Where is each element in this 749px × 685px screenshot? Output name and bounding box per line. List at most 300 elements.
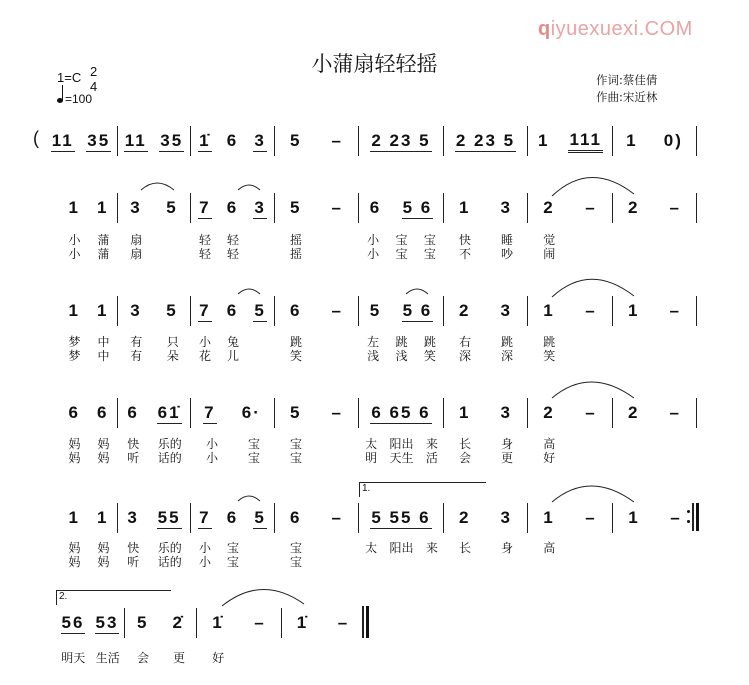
lyric-syllable: 高 <box>543 541 556 555</box>
lyric-syllable: 妈 <box>68 541 81 555</box>
note-group: 1 <box>68 301 80 320</box>
note-group: 0) <box>663 131 683 150</box>
repeat-dot <box>687 510 690 513</box>
lyric-syllable: 不 <box>458 247 471 261</box>
note-group: 1 <box>97 198 109 217</box>
measure <box>60 193 118 223</box>
lyric-syllable <box>332 437 344 451</box>
lyric-syllable: 宝 <box>289 451 302 465</box>
lyric-syllable: 笑 <box>423 349 436 363</box>
lyric-syllable <box>255 651 267 665</box>
lyric-cell <box>528 437 613 451</box>
lyric-line <box>0 349 749 363</box>
lyric-cell <box>118 247 191 261</box>
lyric-syllable <box>332 555 344 569</box>
lyric-cell <box>444 247 528 261</box>
lyric-cell <box>359 437 444 451</box>
note-group: 6 <box>226 131 239 150</box>
note-group: 1 <box>97 508 109 527</box>
measure <box>359 398 444 428</box>
note-group: 3 <box>130 198 142 217</box>
lyric-syllable: 长 <box>458 437 471 451</box>
lyric-syllable: 听 <box>127 555 140 569</box>
slur <box>222 589 304 606</box>
note-group: – <box>331 131 343 150</box>
lyric-syllable: 小 <box>198 541 211 555</box>
measure <box>118 296 191 326</box>
measure <box>118 126 191 156</box>
lyric-syllable: 轻 <box>198 247 211 261</box>
lyric-syllable: 妈 <box>97 555 110 569</box>
lyric-cell <box>528 335 613 349</box>
lyric-syllable: 快 <box>458 233 471 247</box>
lyric-syllable: 妈 <box>97 541 110 555</box>
lyric-syllable: 觉 <box>543 233 556 247</box>
measure <box>56 608 125 638</box>
measure <box>359 126 444 156</box>
quarter-note-icon <box>57 98 63 103</box>
note-group: 5 55 6 <box>371 507 431 527</box>
measure <box>275 503 359 533</box>
note-group: 56 <box>61 612 85 632</box>
note-group: 7 <box>199 300 211 320</box>
lyric-syllable: 吵 <box>500 247 513 261</box>
measure <box>275 193 359 223</box>
lyric-syllable: 更 <box>500 451 513 465</box>
measure <box>359 193 444 223</box>
note-group: 2 <box>628 198 640 217</box>
measure <box>60 398 118 428</box>
lyric-syllable: 阳出 <box>389 437 414 451</box>
lyric-syllable: 蒲 <box>97 247 110 261</box>
lyric-line <box>0 451 749 465</box>
lyric-syllable <box>255 335 267 349</box>
measure <box>125 608 197 638</box>
song-title: 小蒲扇轻轻摇 <box>311 52 438 76</box>
note-group: 35 <box>87 130 111 150</box>
final-barline <box>362 606 364 638</box>
measure <box>444 503 528 533</box>
lyric-syllable <box>167 247 179 261</box>
lyric-cell <box>444 349 528 363</box>
slur <box>552 486 634 502</box>
note-group: 11 <box>124 130 147 150</box>
note-group: – <box>669 403 681 422</box>
lyric-syllable: 太 <box>365 541 378 555</box>
lyric-syllable: 天生 <box>389 451 414 465</box>
note-group: 3 <box>500 198 512 217</box>
note-group: 3 <box>254 130 266 150</box>
lyric-syllable: 深 <box>458 349 471 363</box>
lyric-syllable <box>255 349 267 363</box>
lyric-syllable <box>586 349 598 363</box>
lyric-syllable: 小 <box>68 247 81 261</box>
note-group: 1̇ <box>296 613 309 632</box>
lyric-cell <box>191 555 275 569</box>
lyric-syllable: 摇 <box>289 233 302 247</box>
lyric-syllable: 蒲 <box>97 233 110 247</box>
measure <box>359 296 444 326</box>
slur <box>141 183 174 190</box>
staff-row <box>0 608 749 634</box>
measure <box>444 126 528 156</box>
lyric-cell <box>359 233 444 247</box>
composer-credit: 作曲:宋近林 <box>596 90 658 104</box>
repeat-dot <box>687 520 690 523</box>
lyric-syllable: 宝 <box>247 437 260 451</box>
lyric-syllable <box>586 437 598 451</box>
lyric-syllable: 睡 <box>500 233 513 247</box>
note-group: 3 <box>500 508 512 527</box>
lyric-syllable: 妈 <box>97 451 110 465</box>
final-barline <box>366 606 369 638</box>
note-group: 7 <box>199 507 211 527</box>
measure <box>118 398 191 428</box>
lyric-line <box>0 541 749 555</box>
note-group: 6 <box>226 301 239 320</box>
lyric-syllable: 轻 <box>198 233 211 247</box>
note-group: 3 <box>130 301 142 320</box>
lyric-syllable <box>332 349 344 363</box>
lyric-cell <box>60 541 118 555</box>
lyric-syllable <box>332 233 344 247</box>
lyric-cell <box>275 335 359 349</box>
note-group: 1 <box>626 131 638 150</box>
lyric-cell <box>275 555 359 569</box>
lyric-cell <box>275 349 359 363</box>
note-group: 5 <box>290 198 302 217</box>
lyric-syllable: 长 <box>458 541 471 555</box>
measure <box>45 126 118 156</box>
measure <box>444 398 528 428</box>
lyric-cell <box>191 541 275 555</box>
lyric-syllable: 身 <box>500 541 513 555</box>
staff-row <box>0 503 749 529</box>
lyric-syllable: 明天 <box>61 651 86 665</box>
note-group: 1 <box>538 131 550 150</box>
lyric-syllable: 朵 <box>166 349 179 363</box>
lyric-cell <box>359 541 444 555</box>
measure <box>60 503 118 533</box>
note-group: 1̇ <box>199 130 211 150</box>
lyric-syllable: 来 <box>425 437 438 451</box>
note-group: 5 <box>254 300 266 320</box>
lyric-syllable: 跳 <box>423 335 436 349</box>
lyric-cell <box>444 335 528 349</box>
measure <box>275 398 359 428</box>
watermark: qiyuexuexi.COM <box>538 18 693 40</box>
lyric-syllable: 妈 <box>97 437 110 451</box>
lyric-syllable: 乐的 <box>157 437 182 451</box>
lyric-syllable: 只 <box>166 335 179 349</box>
note-group: – <box>585 198 597 217</box>
lyric-syllable: 明 <box>365 451 378 465</box>
note-group: – <box>669 301 681 320</box>
lyric-cell <box>118 233 191 247</box>
lyric-syllable: 高 <box>543 437 556 451</box>
lyric-syllable: 来 <box>425 541 438 555</box>
tempo-marking: =100 <box>57 92 92 106</box>
lyric-line <box>0 233 749 247</box>
note-group: 6 <box>127 403 139 422</box>
note-group: 7 <box>204 402 216 422</box>
intro-paren: ( <box>33 128 39 148</box>
measure <box>444 193 528 223</box>
lyric-syllable: 浅 <box>367 349 380 363</box>
lyric-syllable <box>586 233 598 247</box>
note-group: 2 23 5 <box>371 130 431 150</box>
measure <box>528 503 613 533</box>
lyric-cell <box>56 651 125 665</box>
note-group: 35 <box>160 130 184 150</box>
lyric-cell <box>275 437 359 451</box>
lyric-cell <box>60 555 118 569</box>
lyric-syllable: 儿 <box>226 349 239 363</box>
slur <box>552 279 634 297</box>
measure <box>191 296 275 326</box>
lyric-cell <box>275 247 359 261</box>
lyric-cell <box>118 437 191 451</box>
lyric-syllable: 有 <box>130 335 143 349</box>
measure <box>60 296 118 326</box>
lyric-cell <box>60 451 118 465</box>
lyric-cell <box>528 233 613 247</box>
lyric-syllable: 轻 <box>226 233 239 247</box>
lyric-cell <box>275 451 359 465</box>
note-group: 1 <box>628 508 640 527</box>
note-group: 6 <box>97 403 109 422</box>
lyric-syllable: 话的 <box>157 451 182 465</box>
lyric-syllable: 会 <box>458 451 471 465</box>
measure <box>613 193 697 223</box>
repeat-barline <box>692 503 694 531</box>
lyric-syllable: 快 <box>127 541 140 555</box>
measure <box>118 193 191 223</box>
note-group: 2 <box>543 403 555 422</box>
lyric-syllable: 妈 <box>68 451 81 465</box>
lyric-syllable: 梦 <box>68 335 81 349</box>
lyric-syllable: 好 <box>212 651 225 665</box>
note-group: 2 <box>459 301 471 320</box>
note-group: – <box>585 508 597 527</box>
note-group: – <box>331 508 343 527</box>
lyric-cell <box>118 335 191 349</box>
lyric-syllable: 活 <box>425 451 438 465</box>
lyric-syllable: 梦 <box>68 349 81 363</box>
measure <box>444 296 528 326</box>
note-group: 6 65 6 <box>371 402 431 422</box>
lyric-syllable: 笑 <box>543 349 556 363</box>
note-group: 5 6 <box>402 197 433 217</box>
lyric-syllable: 小 <box>205 451 218 465</box>
lyric-cell <box>197 651 282 665</box>
repeat-barline <box>696 503 699 531</box>
lyric-syllable <box>167 233 179 247</box>
lyric-cell <box>60 233 118 247</box>
lyric-syllable: 宝 <box>226 541 239 555</box>
lyric-syllable <box>332 451 344 465</box>
lyric-syllable: 更 <box>172 651 185 665</box>
note-group: 1 <box>543 508 555 527</box>
lyric-syllable <box>255 541 267 555</box>
measure <box>197 608 282 638</box>
note-group: 1 <box>459 403 471 422</box>
note-group: 111 <box>568 130 603 153</box>
lyric-syllable: 小 <box>198 335 211 349</box>
note-group: 5 <box>166 301 178 320</box>
time-signature: 2 4 <box>90 64 98 94</box>
lyric-syllable: 宝 <box>395 247 408 261</box>
note-group: 2̇ <box>172 613 184 632</box>
lyric-syllable: 花 <box>198 349 211 363</box>
lyric-syllable <box>586 541 598 555</box>
lyric-syllable: 宝 <box>423 247 436 261</box>
staff-row <box>0 296 749 322</box>
note-group: 1 <box>68 508 80 527</box>
lyric-cell <box>528 451 613 465</box>
slur <box>238 289 260 294</box>
lyric-syllable: 宝 <box>289 437 302 451</box>
lyric-syllable: 浅 <box>395 349 408 363</box>
note-group: 5 <box>137 613 149 632</box>
lyric-cell <box>60 349 118 363</box>
lyric-syllable: 好 <box>543 451 556 465</box>
lyric-syllable: 阳出 <box>389 541 414 555</box>
lyric-syllable: 身 <box>500 437 513 451</box>
note-group: – <box>337 613 350 632</box>
lyric-syllable: 中 <box>97 349 110 363</box>
lyric-cell <box>275 541 359 555</box>
lyric-cell <box>191 451 275 465</box>
lyric-cell <box>359 247 444 261</box>
lyric-line <box>0 651 749 665</box>
lyric-syllable: 笑 <box>289 349 302 363</box>
note-group: 1 <box>459 198 471 217</box>
lyric-cell <box>118 541 191 555</box>
lyricist-credit: 作词:蔡佳倩 <box>596 73 658 87</box>
lyric-syllable: 深 <box>500 349 513 363</box>
lyric-cell <box>60 437 118 451</box>
lyric-syllable: 乐的 <box>157 541 182 555</box>
lyric-syllable: 宝 <box>289 555 302 569</box>
lyric-syllable: 跳 <box>395 335 408 349</box>
lyric-syllable: 小 <box>198 555 211 569</box>
lyric-syllable <box>332 541 344 555</box>
lyric-syllable: 兔 <box>226 335 239 349</box>
note-group: – <box>331 403 343 422</box>
lyric-cell <box>191 437 275 451</box>
note-group: 5 <box>254 507 266 527</box>
lyric-syllable: 会 <box>136 651 149 665</box>
lyric-syllable <box>332 335 344 349</box>
note-group: 5 6 <box>402 300 433 320</box>
lyric-cell <box>60 247 118 261</box>
note-group: – <box>331 198 343 217</box>
volta-bracket: 2. <box>56 590 171 605</box>
volta-bracket: 1. <box>359 482 486 497</box>
note-group: 5 <box>166 198 178 217</box>
lyric-syllable: 小 <box>205 437 218 451</box>
lyric-syllable: 小 <box>68 233 81 247</box>
lyric-cell <box>359 335 444 349</box>
note-group: 2 <box>628 403 640 422</box>
lyric-cell <box>275 233 359 247</box>
measure <box>191 126 275 156</box>
measure <box>613 126 697 156</box>
lyric-syllable: 宝 <box>247 451 260 465</box>
lyric-cell <box>444 541 528 555</box>
lyric-syllable: 妈 <box>68 555 81 569</box>
measure <box>118 503 191 533</box>
measure <box>275 296 359 326</box>
lyric-syllable: 闹 <box>543 247 556 261</box>
note-group: 6· <box>241 403 261 422</box>
note-group: 6 <box>369 198 382 217</box>
lyric-cell <box>191 247 275 261</box>
slur <box>238 496 260 501</box>
lyric-cell <box>118 349 191 363</box>
note-group: 5 <box>290 403 302 422</box>
note-group: 6 <box>226 198 239 217</box>
lyric-syllable <box>332 247 344 261</box>
measure <box>613 296 697 326</box>
measure <box>191 193 275 223</box>
lyric-syllable <box>255 247 267 261</box>
note-group: 3 <box>254 197 266 217</box>
note-group: 6 <box>226 508 239 527</box>
note-group: 1̇ <box>212 613 224 632</box>
lyric-syllable: 小 <box>367 233 380 247</box>
lyric-cell <box>528 541 613 555</box>
note-group: – <box>331 301 343 320</box>
note-group: 7 <box>199 197 211 217</box>
staff-row <box>0 193 749 219</box>
note-group: 3 <box>500 301 512 320</box>
measure <box>282 608 364 638</box>
measure <box>613 503 697 533</box>
lyric-syllable: 生活 <box>95 651 120 665</box>
staff-row <box>0 126 749 152</box>
lyric-syllable: 宝 <box>289 541 302 555</box>
note-group: 6 <box>68 403 80 422</box>
note-group: 1 <box>628 301 640 320</box>
lyric-syllable: 跳 <box>289 335 302 349</box>
lyric-syllable: 左 <box>367 335 380 349</box>
note-group: 2 <box>459 508 471 527</box>
measure <box>528 398 613 428</box>
lyric-cell <box>191 349 275 363</box>
lyric-line <box>0 555 749 569</box>
lyric-syllable: 宝 <box>226 555 239 569</box>
lyric-syllable: 扇 <box>130 233 143 247</box>
slur <box>552 382 634 398</box>
measure <box>528 296 613 326</box>
lyric-syllable: 妈 <box>68 437 81 451</box>
slur <box>238 185 260 190</box>
lyric-line <box>0 437 749 451</box>
lyric-syllable: 轻 <box>226 247 239 261</box>
measure <box>191 503 275 533</box>
lyric-cell <box>125 651 197 665</box>
note-group: 3 <box>500 403 512 422</box>
lyric-syllable: 右 <box>458 335 471 349</box>
measure <box>191 398 275 428</box>
lyric-cell <box>191 335 275 349</box>
note-group: 1 <box>543 301 555 320</box>
lyric-cell <box>118 555 191 569</box>
lyric-cell <box>528 247 613 261</box>
note-group: 2 <box>543 198 555 217</box>
